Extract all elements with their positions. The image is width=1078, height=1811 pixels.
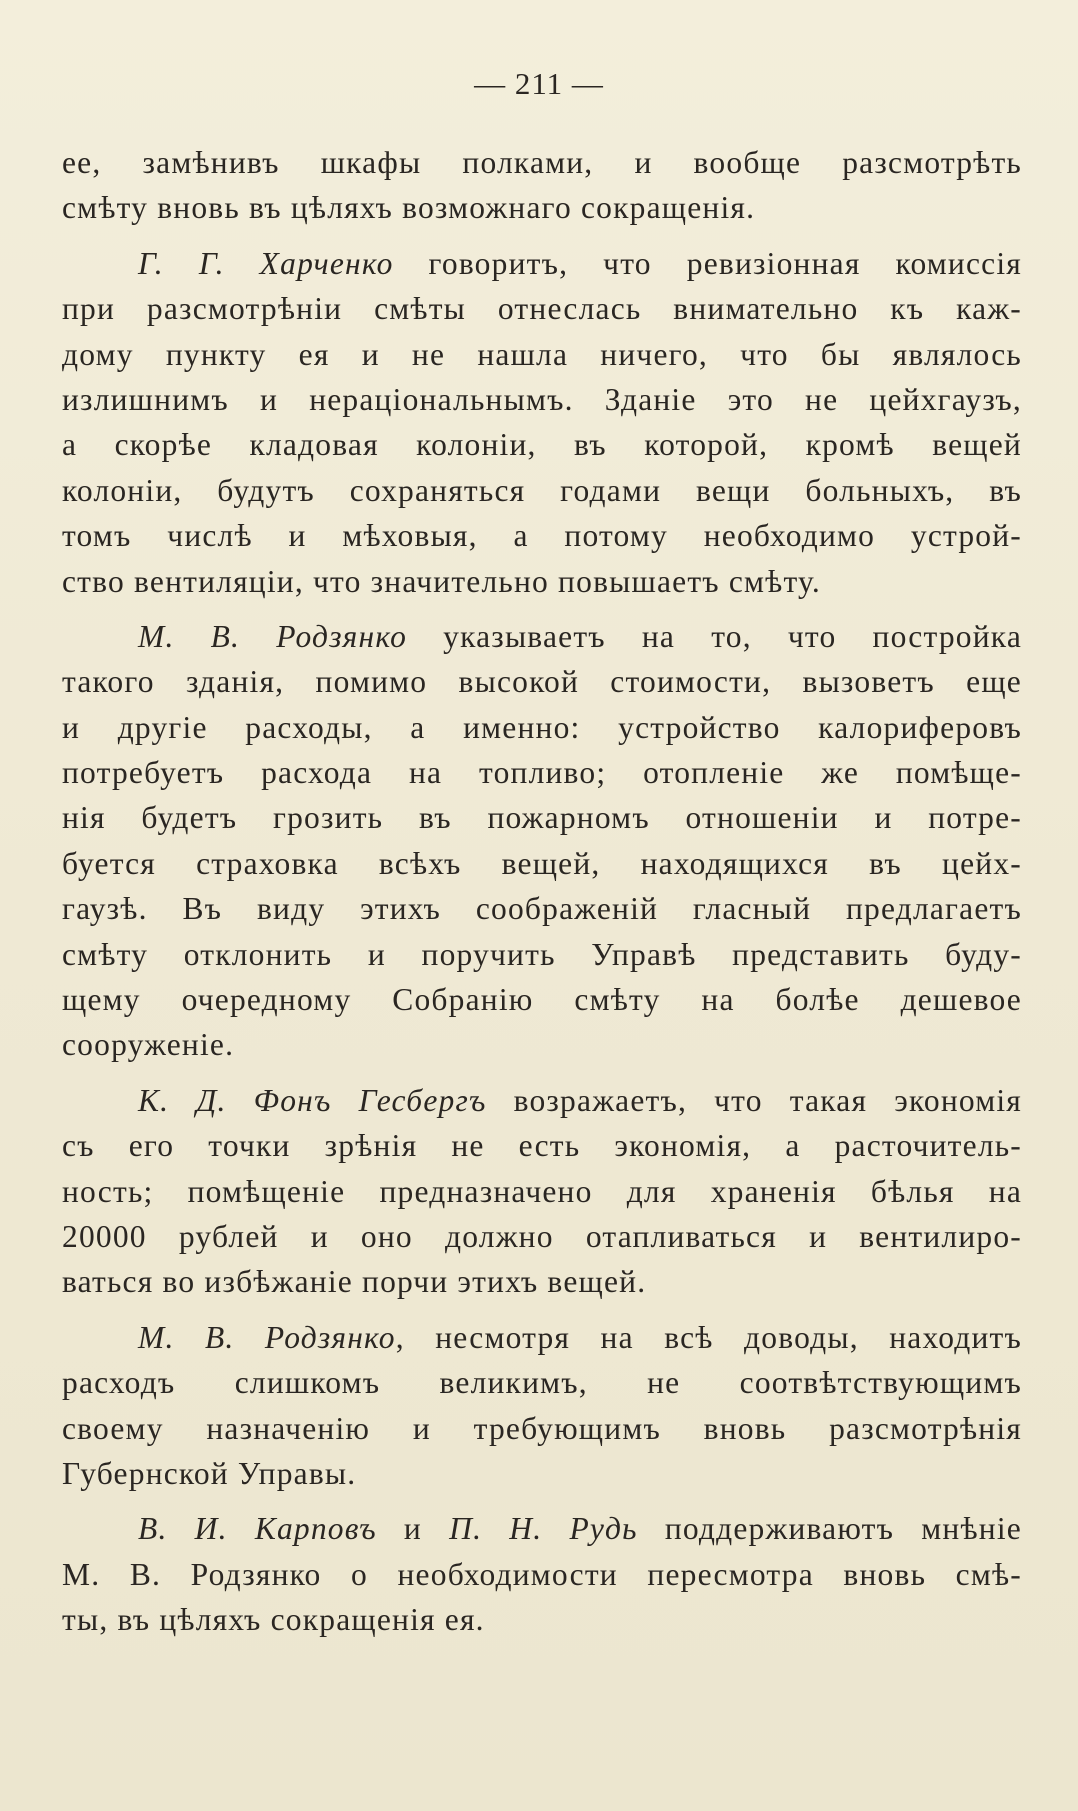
text-run: дому пункту ея и не нашла ничего, что бы являлось — [62, 336, 1022, 372]
text-run: излишнимъ и нераціональнымъ. Зданіе это не цейхгаузъ, — [62, 381, 1022, 417]
speaker-name: Г. Г. Харченко — [138, 245, 394, 281]
paragraph — [62, 1315, 1022, 1497]
text-line — [62, 750, 1022, 795]
text-line — [62, 241, 1022, 286]
text-line — [62, 659, 1022, 704]
text-line — [62, 422, 1022, 467]
text-run: а скорѣе кладовая колоніи, въ которой, кромѣ вещей — [62, 427, 1022, 463]
body-text — [62, 140, 1022, 1653]
text-line — [62, 1078, 1022, 1123]
text-line — [62, 468, 1022, 513]
text-line — [62, 1259, 1022, 1304]
text-line — [62, 1360, 1022, 1405]
text-line — [62, 705, 1022, 750]
paragraph — [62, 614, 1022, 1068]
text-run: 20000 рублей и оно должно отапливаться и вентилиро- — [62, 1218, 1022, 1254]
text-line — [62, 377, 1022, 422]
text-run: томъ числѣ и мѣховыя, а потому необходимо устрой- — [62, 518, 1022, 554]
text-run: смѣту вновь въ цѣляхъ возможнаго сокращенія. — [62, 190, 756, 226]
text-run: ваться во избѣжаніе порчи этихъ вещей. — [62, 1264, 647, 1300]
text-run: ство вентиляціи, что значительно повышаетъ смѣту. — [62, 563, 821, 599]
text-line — [62, 977, 1022, 1022]
text-line — [62, 795, 1022, 840]
text-run: колоніи, будутъ сохраняться годами вещи больныхъ, въ — [62, 472, 1022, 508]
paragraph — [62, 1506, 1022, 1642]
text-run: расходъ слишкомъ великимъ, не соотвѣтствующимъ — [62, 1365, 1022, 1401]
text-run: смѣту отклонить и поручить Управѣ представить буду- — [62, 936, 1022, 972]
text-line — [62, 1022, 1022, 1067]
text-run: М. В. Родзянко о необходимости пересмотра вновь смѣ- — [62, 1556, 1022, 1592]
text-line — [62, 185, 1022, 230]
paragraph — [62, 241, 1022, 604]
text-run: при разсмотрѣніи смѣты отнеслась внимательно къ каж- — [62, 291, 1022, 327]
text-run: ее, замѣнивъ шкафы полками, и вообще разсмотрѣть — [62, 145, 1022, 180]
page-number: — 211 — — [474, 66, 604, 101]
text-line — [62, 932, 1022, 977]
text-line — [62, 886, 1022, 931]
text-run: съ его точки зрѣнія не есть экономія, а расточитель- — [62, 1128, 1022, 1164]
text-line — [62, 1451, 1022, 1496]
text-run: ность; помѣщеніе предназначено для храненія бѣлья на — [62, 1173, 1022, 1209]
speaker-name: П. Н. Рудь — [449, 1511, 638, 1547]
text-run: своему назначенію и требующимъ вновь разсмотрѣнія — [62, 1410, 1022, 1446]
text-line — [62, 1506, 1022, 1551]
text-run: сооруженіе. — [62, 1027, 235, 1063]
text-run: возражаетъ, что такая экономія — [486, 1082, 1022, 1118]
speaker-name: М. В. Родзянко — [138, 618, 408, 654]
text-line — [62, 1597, 1022, 1642]
text-line — [62, 1406, 1022, 1451]
text-run: щему очередному Собранію смѣту на болѣе дешевое — [62, 982, 1022, 1018]
text-line — [62, 614, 1022, 659]
text-run: гаузѣ. Въ виду этихъ соображеній гласный предлагаетъ — [62, 891, 1022, 927]
text-run: потребуетъ расхода на топливо; отопленіе же помѣще- — [62, 755, 1022, 791]
text-run: говоритъ, что ревизіонная комиссія — [393, 245, 1022, 281]
text-line — [62, 513, 1022, 558]
text-run: Губернской Управы. — [62, 1455, 357, 1491]
text-run: буется страховка всѣхъ вещей, находящихся въ цейх- — [62, 845, 1022, 881]
text-line — [62, 1552, 1022, 1597]
text-line — [62, 140, 1022, 185]
text-run: поддерживаютъ мнѣніе — [637, 1511, 1022, 1547]
text-run: нія будетъ грозить въ пожарномъ отношеніи и потре- — [62, 800, 1022, 836]
text-run: такого зданія, помимо высокой стоимости, вызоветъ еще — [62, 664, 1022, 700]
text-line — [62, 1123, 1022, 1168]
text-line — [62, 1169, 1022, 1214]
speaker-name: М. В. Родзянко — [138, 1319, 396, 1355]
text-line — [62, 1214, 1022, 1259]
paragraph — [62, 1078, 1022, 1305]
text-run: ты, въ цѣляхъ сокращенія ея. — [62, 1602, 485, 1638]
text-run: и другіе расходы, а именно: устройство калориферовъ — [62, 709, 1022, 745]
text-line — [62, 841, 1022, 886]
speaker-name: К. Д. Фонъ Гесбергъ — [138, 1082, 487, 1118]
text-line — [62, 286, 1022, 331]
text-run: указываетъ на то, что постройка — [407, 618, 1022, 654]
paragraph — [62, 140, 1022, 231]
speaker-name: В. И. Карповъ — [138, 1511, 377, 1547]
text-run: , несмотря на всѣ доводы, находитъ — [395, 1319, 1023, 1355]
text-line — [62, 1315, 1022, 1360]
text-run: и — [376, 1511, 450, 1547]
text-line — [62, 559, 1022, 604]
text-line — [62, 332, 1022, 377]
